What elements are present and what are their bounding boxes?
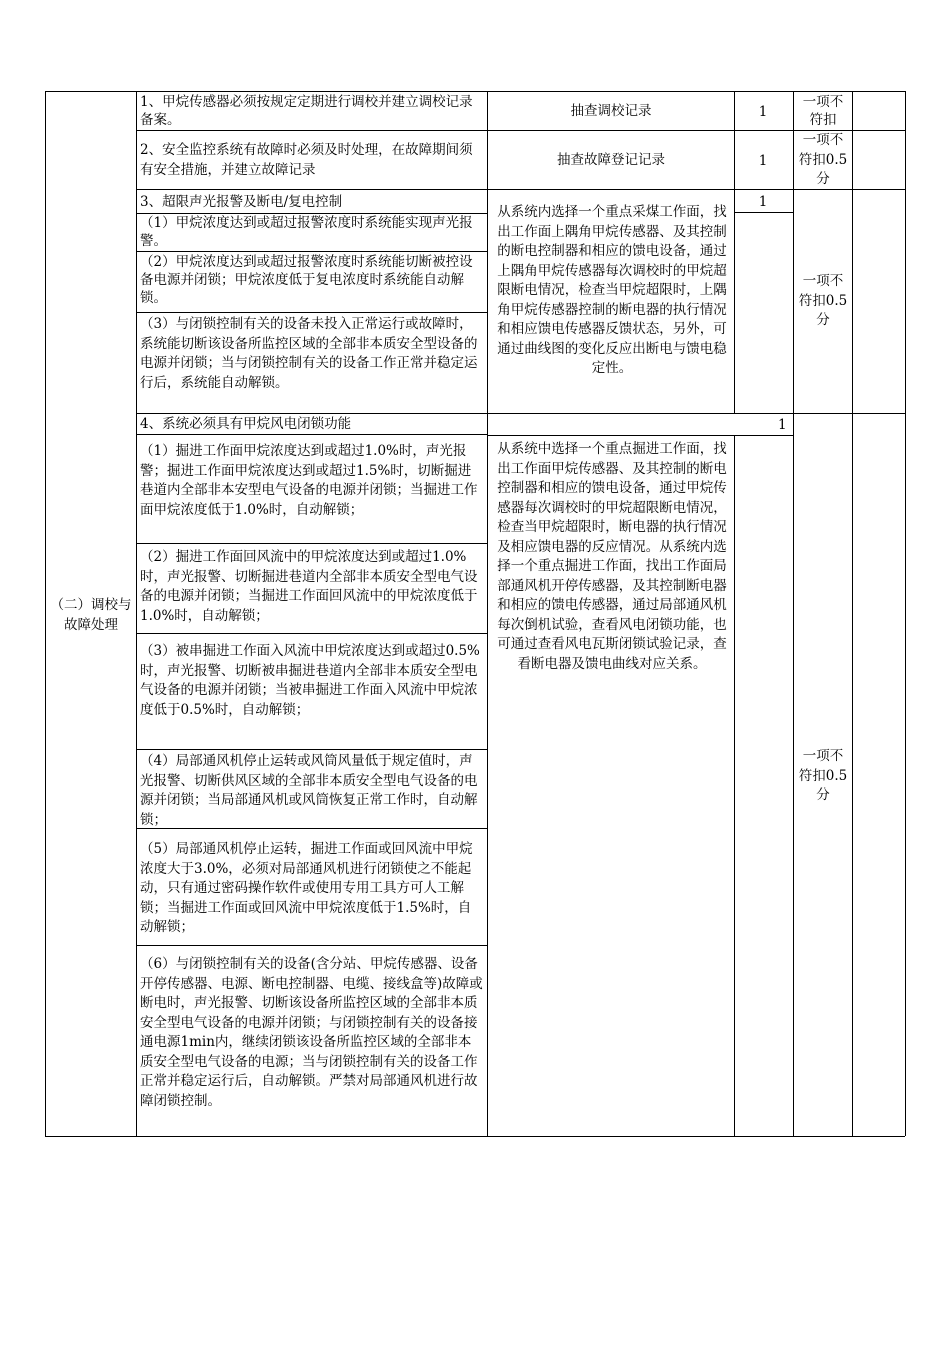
col-divider [487, 91, 488, 1136]
row-divider [136, 633, 487, 634]
row-divider [136, 945, 487, 946]
category-cell: （二）调校与故障处理 [50, 597, 132, 633]
check-method: 抽查调校记录 [570, 103, 652, 119]
check-sub-item: （2）甲烷浓度达到或超过报警浓度时系统能切断被控设备电源并闭锁；甲烷浓度低于复电浓度时系统能自动解锁。 [140, 254, 473, 306]
check-item: 2、安全监控系统有故障时必须及时处理，在故障期间须有安全措施，并建立故障记录 [140, 142, 473, 178]
score-points: 1 [778, 417, 787, 433]
row-divider [136, 130, 905, 131]
deduction-rule: 一项不符扣0.5分 [798, 748, 848, 803]
check-item: 1、甲烷传感器必须按规定定期进行调校并建立调校记录备案。 [140, 94, 473, 128]
row-divider [487, 435, 793, 436]
check-item: 3、超限声光报警及断电/复电控制 [140, 194, 343, 210]
row-divider [136, 749, 487, 750]
check-sub-item: （4）局部通风机停止运转或风筒风量低于规定值时，声光报警、切断供风区域的全部非本质安全型电气设备的电源并闭锁；当局部通风机或风筒恢复正常工作时，自动解锁； [140, 753, 478, 828]
row-divider [136, 413, 905, 414]
check-sub-item: （3）被串掘进工作面入风流中甲烷浓度达到或超过0.5%时，声光报警、切断被串掘进巷道内全部非本质安全型电气设备的电源并闭锁；当被串掘进工作面入风流中甲烷浓度低于0.5%时，自动解锁； [140, 643, 480, 718]
check-method: 从系统中选择一个重点掘进工作面，找出工作面甲烷传感器、及其控制的断电控制器和相应的馈电设备，通过甲烷传感器每次调校时的甲烷超限断电情况，检查当甲烷超限时，断电器的执行情况及相应馈电器的反应情况。从系统内选择一个重点掘进工作面，找出工作面局部通风机开停传感器，及其控制断电器和相应的馈电传感器，通过局部通风机每次倒机试验，查看风电闭锁功能，也可通过查看风电瓦斯闭锁试验记录，查看断电器及馈电曲线对应关系。 [497, 441, 727, 672]
row-divider [136, 251, 487, 252]
check-sub-item: （6）与闭锁控制有关的设备(含分站、甲烷传感器、设备开停传感器、电源、断电控制器、电缆、接线盒等)故障或断电时，声光报警、切断该设备所监控区域的全部非本质安全型电气设备的电源并闭锁；与闭锁控制有关的设备接通电源1min内，继续闭锁该设备所监控区域的全部非本质安全型电气设备的电源；当与闭锁控制有关的设备工作正常并稳定运行后，自动解锁。严禁对局部通风机进行故障闭锁控制。 [140, 956, 483, 1109]
score-points: 1 [758, 153, 768, 169]
table-bottom-border [45, 1136, 905, 1137]
score-points: 1 [758, 194, 768, 210]
check-sub-item: （3）与闭锁控制有关的设备未投入正常运行或故障时，系统能切断该设备所监控区域的全部非本质安全型设备的电源并闭锁；当与闭锁控制有关的设备工作正常并稳定运行后，系统能自动解锁。 [140, 316, 478, 391]
deduction-rule: 一项不符扣0.5分 [798, 273, 848, 328]
row-divider [136, 312, 487, 313]
score-points: 1 [758, 104, 768, 120]
col-divider [136, 91, 137, 1136]
check-method: 从系统内选择一个重点采煤工作面，找出工作面上隅角甲烷传感器、及其控制的断电控制器和相应的馈电设备，通过上隅角甲烷传感器每次调校时的甲烷超限断电情况，检查当甲烷超限时，上隅角甲烷传感器控制的断电器的执行情况和相应馈电传感器反馈状态，另外，可通过曲线图的变化反应出断电与馈电稳定性。 [497, 204, 727, 376]
col-divider [852, 91, 853, 1136]
check-sub-item: （1）掘进工作面甲烷浓度达到或超过1.0%时，声光报警；掘进工作面甲烷浓度达到或超过1.5%时，切断掘进巷道内全部非本安型电气设备的电源并闭锁；当掘进工作面甲烷浓度低于1.0%时，自动解锁； [140, 443, 478, 518]
row-divider [136, 543, 487, 544]
row-divider [136, 828, 487, 829]
col-divider [793, 91, 794, 1136]
check-method: 抽查故障登记记录 [557, 152, 665, 168]
col-divider [734, 91, 735, 413]
check-item: 4、系统必须具有甲烷风电闭锁功能 [140, 416, 352, 432]
deduction-rule: 一项不符扣 [802, 94, 844, 128]
deduction-rule: 一项不符扣0.5分 [798, 132, 848, 187]
check-sub-item: （5）局部通风机停止运转，掘进工作面或回风流中甲烷浓度大于3.0%，必须对局部通风机进行闭锁使之不能起动，只有通过密码操作软件或使用专用工具方可人工解锁；当掘进工作面或回风流中甲烷浓度低于1.5%时，自动解锁； [140, 841, 473, 935]
check-sub-item: （2）掘进工作面回风流中的甲烷浓度达到或超过1.0%时，声光报警、切断掘进巷道内全部非本质安全型电气设备的电源并闭锁；当掘进工作面回风流中的甲烷浓度低于1.0%时，自动解锁； [140, 549, 478, 624]
table-left-border [45, 91, 46, 1136]
col-divider [734, 435, 735, 1136]
table-right-border [905, 91, 906, 1136]
row-divider [136, 189, 905, 190]
table-top-border [45, 91, 905, 92]
check-sub-item: （1）甲烷浓度达到或超过报警浓度时系统能实现声光报警。 [140, 215, 473, 249]
